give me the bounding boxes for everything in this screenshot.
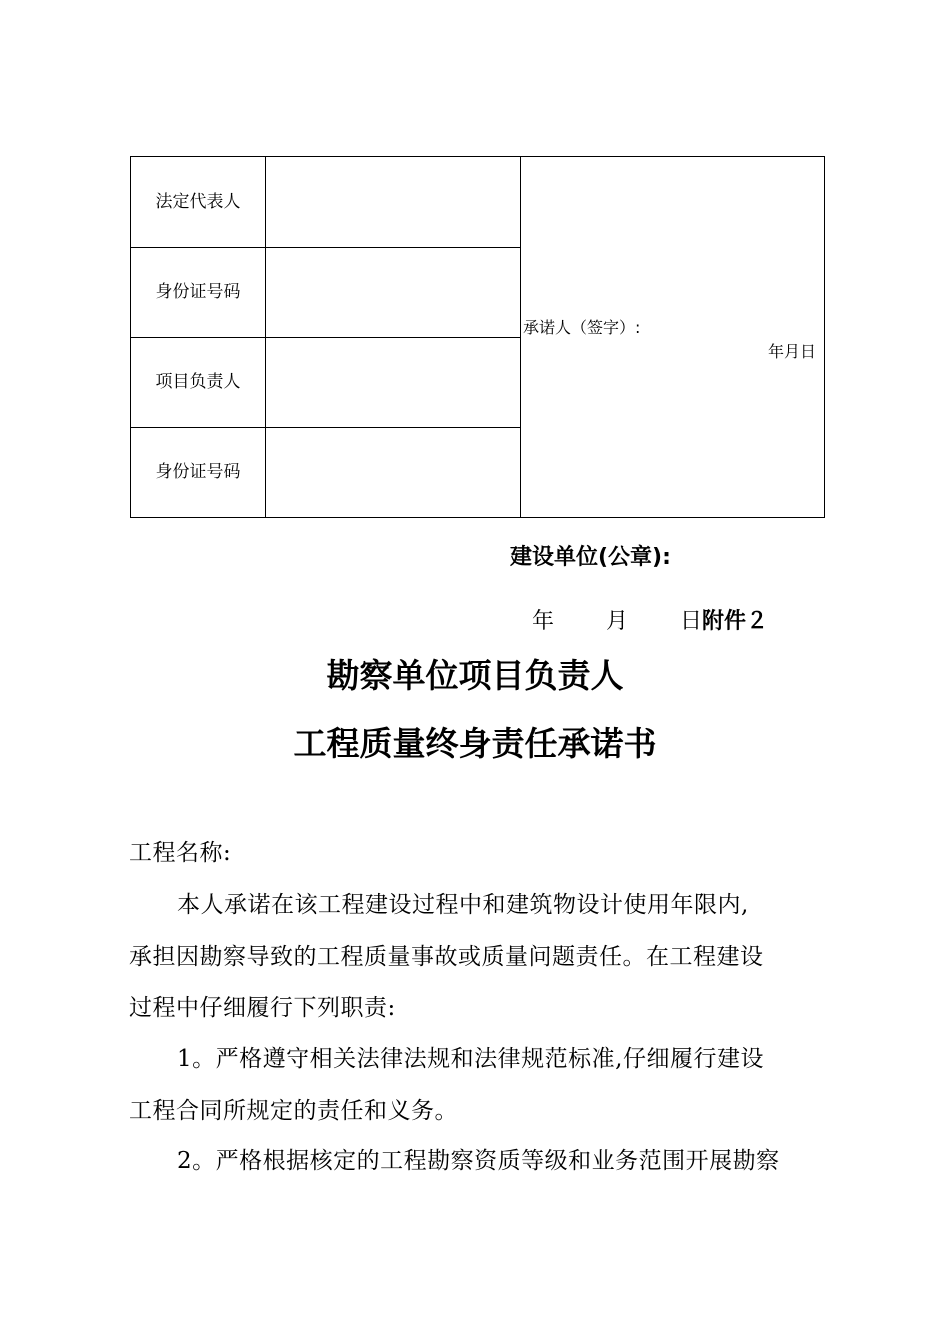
table-divider-vertical-2 <box>520 157 521 517</box>
seal-date-day: 日 <box>680 609 703 634</box>
id-number-label-1: 身份证号码 <box>155 282 241 302</box>
seal-date-line <box>532 604 768 635</box>
project-name-label: 工程名称: <box>129 840 232 866</box>
seal-date-month: 月 <box>606 609 629 634</box>
item-1-line-2: 工程合同所规定的责任和义务。 <box>129 1098 458 1124</box>
seal-date-year: 年 <box>532 609 555 634</box>
document-title-line-1: 勘察单位项目负责人 <box>326 656 624 695</box>
signature-table <box>130 156 825 518</box>
project-leader-label: 项目负责人 <box>155 372 241 392</box>
paragraph-1-line-2: 承担因勘察导致的工程质量事故或质量问题责任。在工程建设 <box>129 944 764 970</box>
id-number-label-2: 身份证号码 <box>155 462 241 482</box>
paragraph-1-line-3: 过程中仔细履行下列职责: <box>129 995 396 1021</box>
legal-representative-label: 法定代表人 <box>155 192 241 212</box>
annex-label: 附件２ <box>702 609 769 634</box>
item-1-line-1: 1。严格遵守相关法律法规和法律规范标准,仔细履行建设 <box>177 1046 764 1072</box>
promiser-signature-label: 承诺人（签字）: <box>523 318 641 337</box>
document-title-line-2: 工程质量终身责任承诺书 <box>293 724 657 763</box>
promiser-date-label: 年月日 <box>768 342 817 361</box>
construction-unit-seal-label: 建设单位(公章): <box>510 545 671 570</box>
item-2-line-1: 2。严格根据核定的工程勘察资质等级和业务范围开展勘察 <box>177 1148 780 1174</box>
paragraph-1-line-1: 本人承诺在该工程建设过程中和建筑物设计使用年限内, <box>177 892 749 918</box>
